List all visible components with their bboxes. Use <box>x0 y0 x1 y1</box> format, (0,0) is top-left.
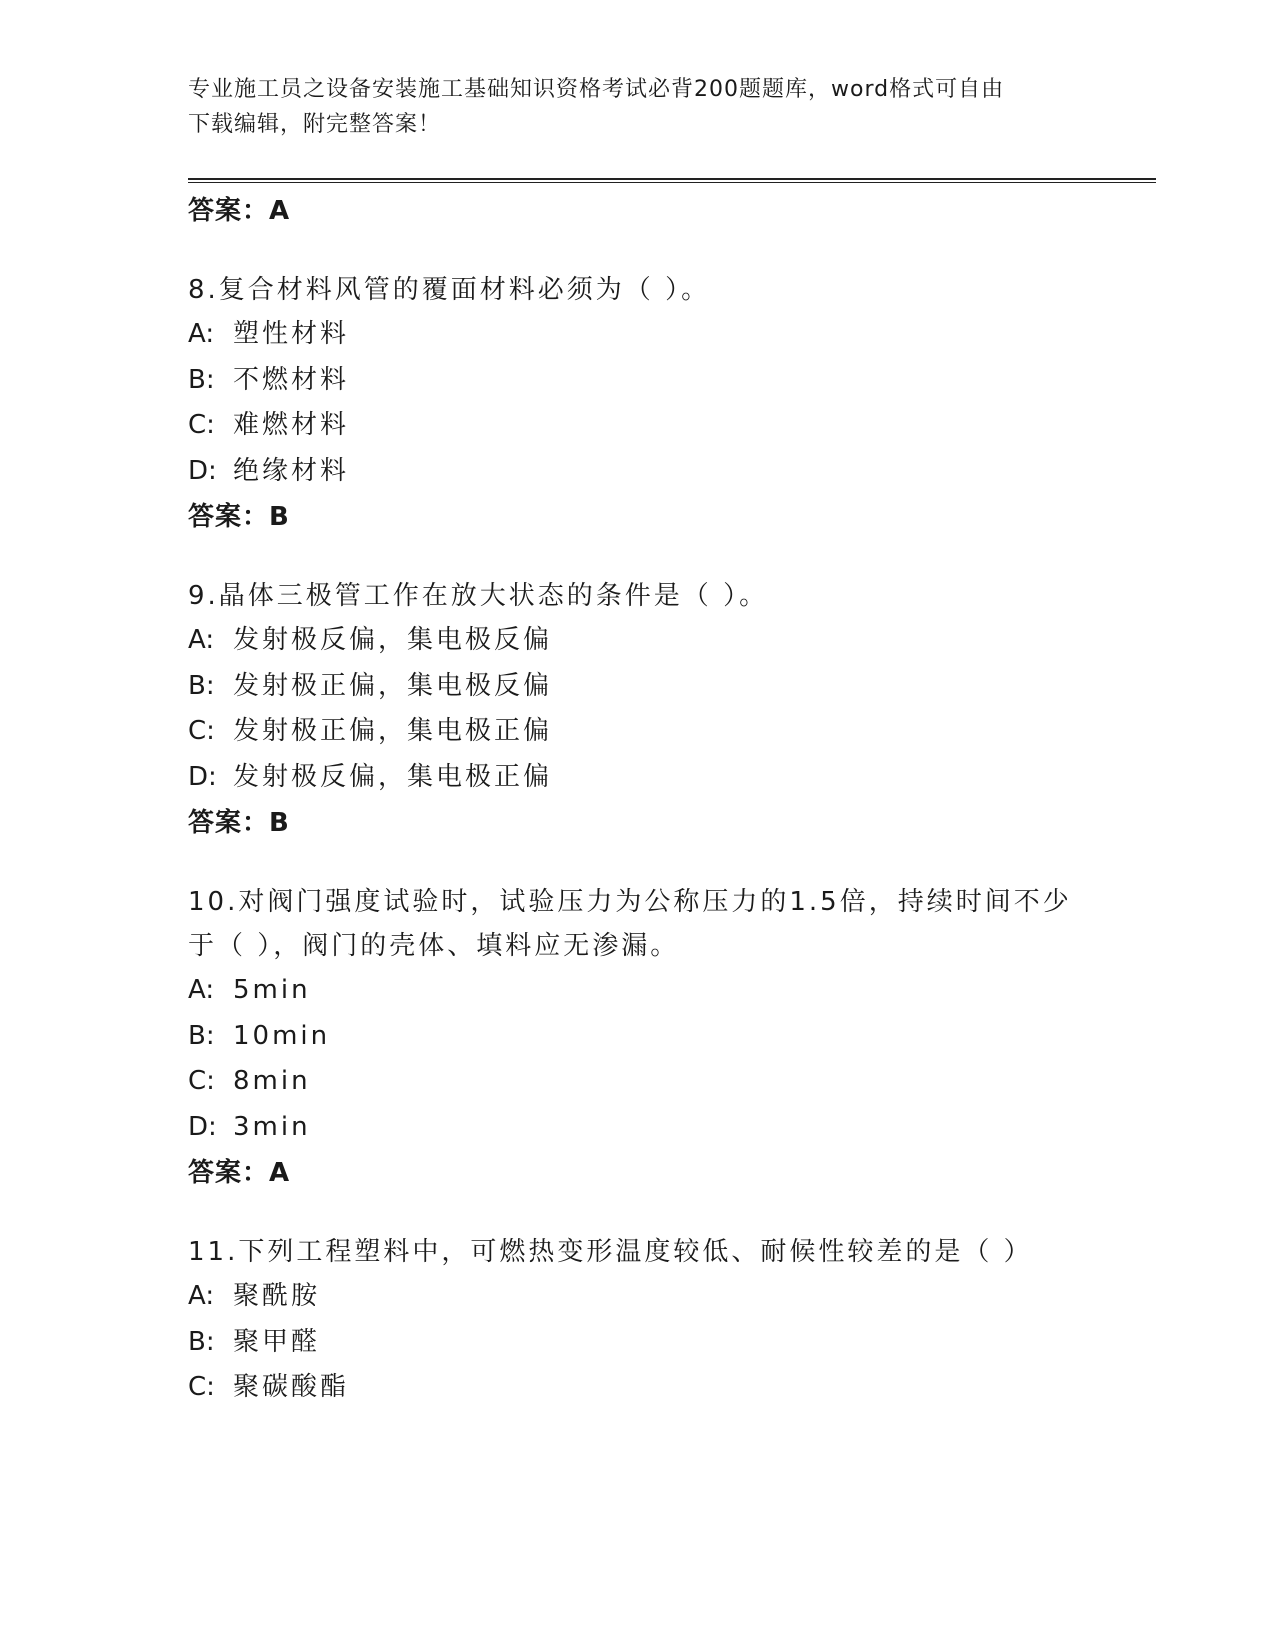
option-text: 10min <box>233 1020 331 1051</box>
answer-label: 答案：A <box>188 1158 291 1188</box>
question-list <box>188 188 1088 1411</box>
option-b <box>188 1320 1088 1366</box>
option-text: 难燃材料 <box>233 410 350 440</box>
option-key: D: <box>188 455 217 486</box>
answer-label: 答案：A <box>188 196 291 226</box>
option-text: 聚甲醛 <box>233 1326 321 1357</box>
option-a <box>188 1274 1088 1320</box>
option-key: C: <box>188 410 215 440</box>
option-text: 3min <box>233 1111 311 1142</box>
option-key: A: <box>188 975 215 1005</box>
question-stem: 11.下列工程塑料中，可燃热变形温度较低、耐候性较差的是（ ） <box>188 1237 1033 1267</box>
question-8 <box>188 268 1088 540</box>
option-c <box>188 403 1088 449</box>
question-9 <box>188 574 1088 846</box>
option-a <box>188 312 1088 358</box>
question-stem: 9.晶体三极管工作在放大状态的条件是（ ）。 <box>188 581 769 611</box>
option-key: C: <box>188 1066 215 1096</box>
question-11 <box>188 1230 1088 1411</box>
option-key: B: <box>188 364 215 395</box>
option-key: A: <box>188 625 215 655</box>
option-key: C: <box>188 716 215 746</box>
question-stem: 10.对阀门强度试验时，试验压力为公称压力的1.5倍，持续时间不少于（ ），阀门的壳体、填料应无渗漏。 <box>188 887 1072 961</box>
option-text: 聚酰胺 <box>233 1281 321 1311</box>
option-d <box>188 1105 1088 1151</box>
answer-label: 答案：B <box>188 808 290 838</box>
option-key: B: <box>188 670 215 701</box>
option-d <box>188 449 1088 495</box>
option-key: B: <box>188 1326 215 1357</box>
question-10 <box>188 880 1088 1196</box>
option-text: 发射极正偏，集电极正偏 <box>233 716 553 746</box>
page-header <box>188 72 1088 142</box>
option-text: 8min <box>233 1066 311 1096</box>
option-text: 绝缘材料 <box>233 455 350 486</box>
option-key: B: <box>188 1020 215 1051</box>
option-key: D: <box>188 1111 217 1142</box>
answer-label: 答案：B <box>188 502 290 532</box>
option-text: 发射极反偏，集电极正偏 <box>233 761 553 792</box>
option-text: 发射极反偏，集电极反偏 <box>233 625 553 655</box>
option-b <box>188 664 1088 710</box>
option-c <box>188 1059 1088 1105</box>
option-b <box>188 1014 1088 1060</box>
header-divider <box>188 178 1156 183</box>
question-stem: 8.复合材料风管的覆面材料必须为（ ）。 <box>188 275 711 305</box>
option-text: 5min <box>233 975 311 1005</box>
header-line-1: 专业施工员之设备安装施工基础知识资格考试必背200题题库，word格式可自由 <box>188 77 1005 102</box>
option-key: C: <box>188 1372 215 1402</box>
option-key: A: <box>188 319 215 349</box>
option-c <box>188 1365 1088 1411</box>
option-a <box>188 968 1088 1014</box>
header-line-2: 下载编辑，附完整答案！ <box>188 112 442 137</box>
option-text: 聚碳酸酯 <box>233 1372 350 1402</box>
option-text: 发射极正偏，集电极反偏 <box>233 670 553 701</box>
option-text: 塑性材料 <box>233 319 350 349</box>
option-b <box>188 358 1088 404</box>
option-d <box>188 755 1088 801</box>
option-text: 不燃材料 <box>233 364 350 395</box>
option-a <box>188 618 1088 664</box>
option-key: A: <box>188 1281 215 1311</box>
option-key: D: <box>188 761 217 792</box>
option-c <box>188 709 1088 755</box>
